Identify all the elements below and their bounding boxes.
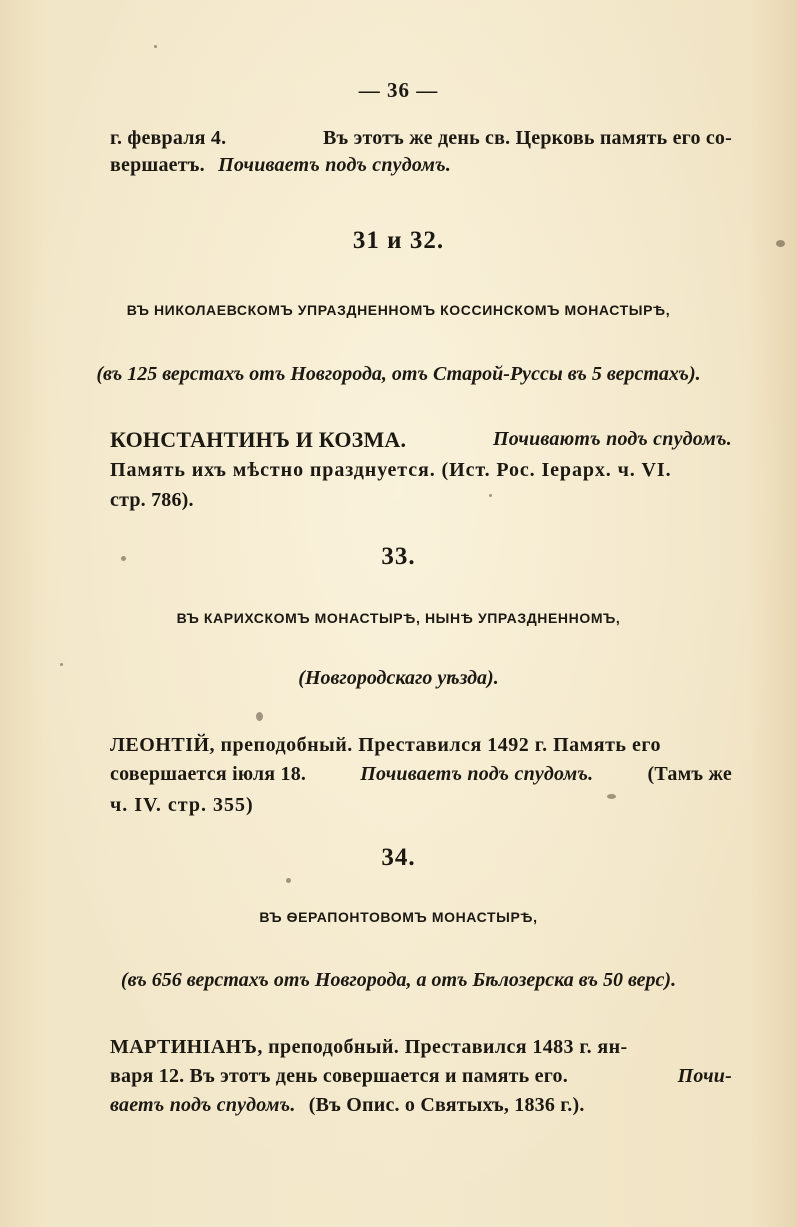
entry-leonty-line-2-c: (Тамъ же <box>647 763 732 785</box>
entry-martinian-line-1 <box>110 1037 732 1057</box>
ink-speck <box>286 878 291 883</box>
entry-leonty-line-2-a: совершается іюля 18. <box>110 763 307 785</box>
section-heading-nikolaevsky: ВЪ НИКОЛАЕВСКОМЪ УПРАЗДНЕННОМЪ КОССИНСКОМЪ МОНАСТЫРѢ, <box>126 302 671 318</box>
intro-line-2-b: Почиваетъ подъ спудомъ. <box>218 154 452 176</box>
ink-speck <box>154 45 157 48</box>
intro-line-2-a: вершаетъ. <box>110 154 205 176</box>
entry-martinian-line-3-a: ваетъ подъ спудомъ. <box>110 1094 296 1116</box>
ink-speck <box>607 794 616 799</box>
section-location-ferapontov: (въ 656 верстахъ отъ Новгорода, а отъ Бѣлозерска въ 50 верс). <box>120 969 677 991</box>
entry-martinian-line-3 <box>110 1095 585 1115</box>
entry-martinian-line-2-a: варя 12. Въ этотъ день совершается и память его. <box>110 1065 568 1087</box>
entry-konstantin-line-2-text: Память ихъ мѣстно празднуется. (Ист. Рос. Іерарх. ч. VI. <box>110 459 672 481</box>
entry-martinian-line-2-b: Почи- <box>677 1065 732 1087</box>
ink-speck <box>489 494 492 497</box>
section-number-34: 34. <box>381 844 416 871</box>
entry-konstantin-line-3: стр. 786). <box>110 489 194 511</box>
section-location-karikhsky: (Новгородскаго уѣзда). <box>298 667 499 689</box>
entry-martinian-line-1-text: МАРТИНІАНЪ, преподобный. Преставился 1483 г. ян- <box>110 1036 628 1058</box>
entry-leonty-line-2 <box>110 764 732 784</box>
intro-line-1 <box>110 128 732 148</box>
entry-leonty-line-2-b: Почиваетъ подъ спудомъ. <box>360 763 594 785</box>
section-heading-ferapontov: ВЪ ѲЕРАПОНТОВОМЪ МОНАСТЫРѢ, <box>259 909 538 925</box>
ink-speck <box>121 556 126 561</box>
intro-line-1-b: Въ этотъ же день св. Церковь память его со- <box>323 127 732 149</box>
section-location-nikolaevsky: (въ 125 верстахъ отъ Новгорода, отъ Старой-Руссы въ 5 верстахъ). <box>96 363 701 385</box>
entry-konstantin-line-1 <box>110 429 732 451</box>
intro-line-1-a: г. февраля 4. <box>110 127 227 149</box>
section-heading-karikhsky: ВЪ КАРИХСКОМЪ МОНАСТЫРѢ, НЫНѢ УПРАЗДНЕННОМЪ, <box>176 610 621 626</box>
entry-konstantin-name: КОНСТАНТИНЪ И КОЗМА. <box>110 427 407 452</box>
ink-speck <box>256 712 263 721</box>
entry-leonty-line-3: ч. IV. стр. 355) <box>110 794 254 816</box>
ink-speck <box>60 663 63 666</box>
entry-martinian-line-3-b: (Въ Опис. о Святыхъ, 1836 г.). <box>308 1094 585 1116</box>
section-number-33: 33. <box>381 543 416 570</box>
intro-line-2 <box>110 155 451 175</box>
ink-speck <box>776 240 785 247</box>
entry-leonty-line-1-text: ЛЕОНТІЙ, преподобный. Преставился 1492 г. Память его <box>110 734 661 756</box>
entry-konstantin-rest: Почиваютъ подъ спудомъ. <box>492 428 732 450</box>
section-number-31-32: 31 и 32. <box>352 227 445 254</box>
entry-leonty-line-1 <box>110 735 732 755</box>
entry-konstantin-line-2 <box>110 460 732 480</box>
entry-martinian-line-2 <box>110 1066 732 1086</box>
page-number: — 36 — <box>358 78 439 102</box>
